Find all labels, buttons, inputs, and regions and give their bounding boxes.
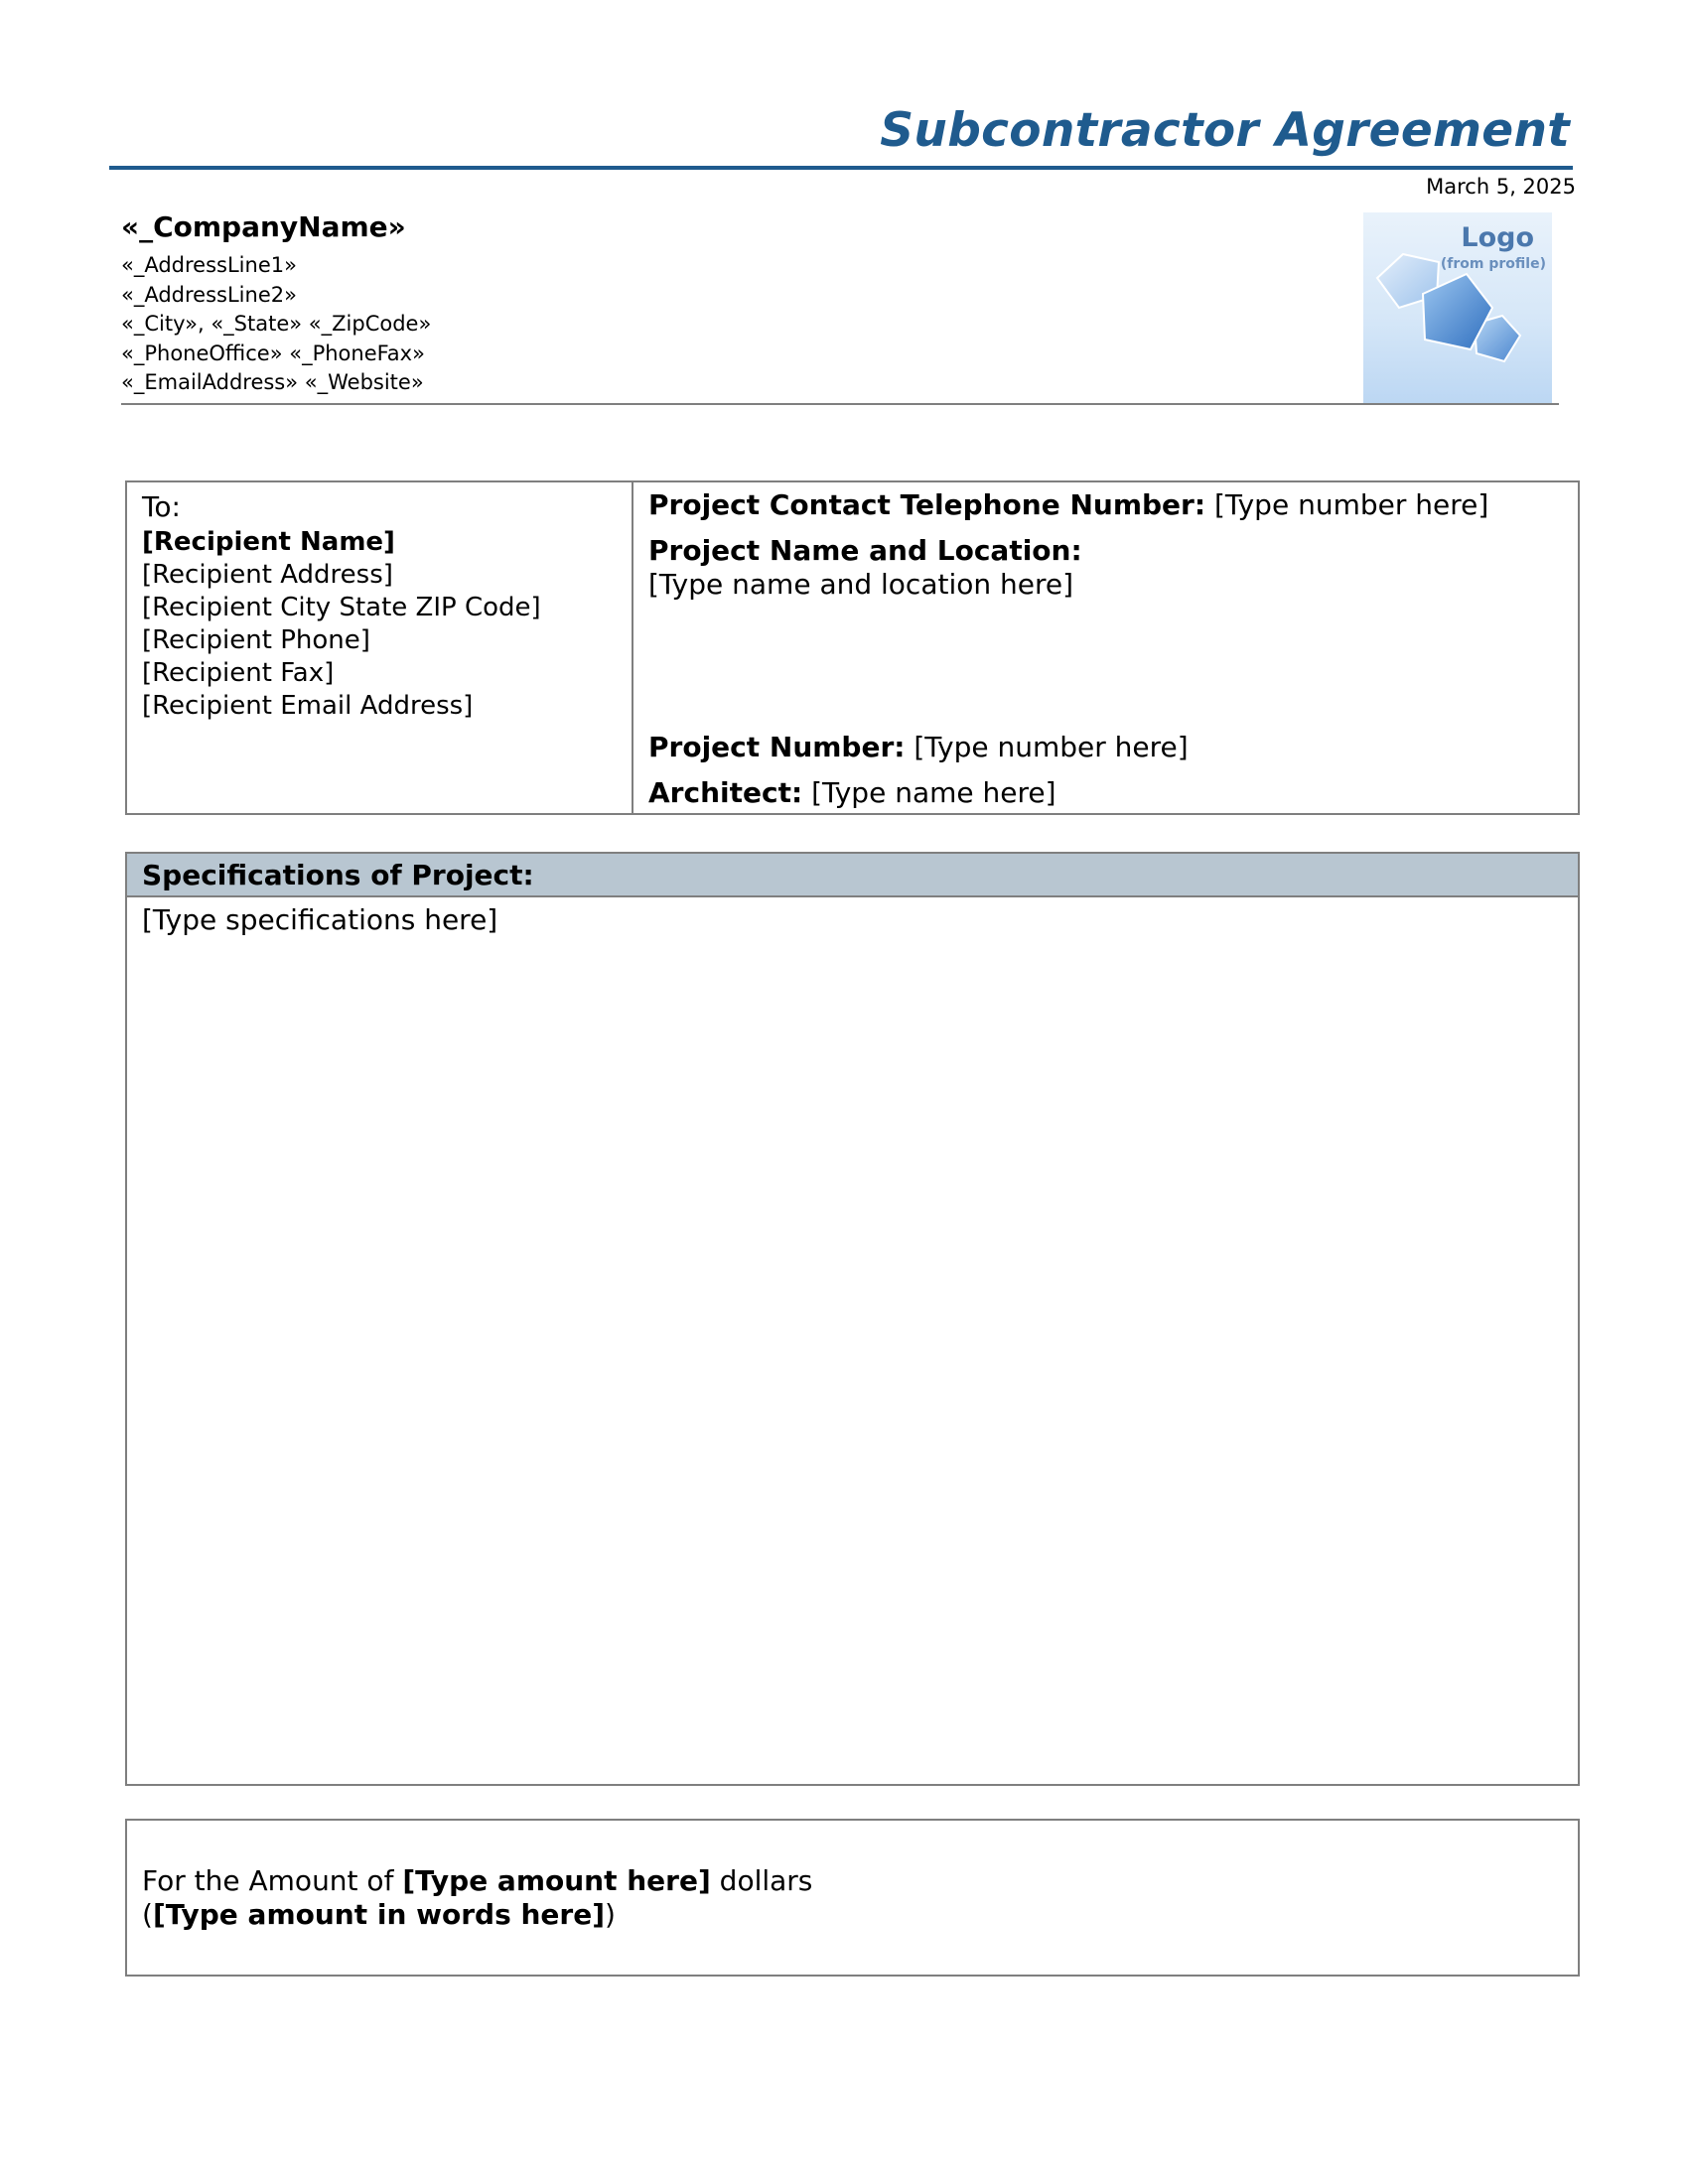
project-name-location-label-row — [648, 534, 1082, 568]
to-label: To: — [142, 490, 181, 523]
project-number-value[interactable]: [Type number here] — [905, 731, 1189, 763]
amount-text — [142, 1864, 812, 1932]
document-date: March 5, 2025 — [1426, 175, 1576, 199]
project-name-location-label: Project Name and Location: — [648, 534, 1082, 567]
company-city-state-zip: «_City», «_State» «_ZipCode» — [121, 312, 432, 336]
specifications-heading: Specifications of Project: — [127, 854, 1578, 897]
project-name-location-value[interactable]: [Type name and location here] — [648, 568, 1074, 601]
document-title: Subcontractor Agreement — [880, 103, 1570, 158]
amount-value[interactable]: [Type amount here] — [402, 1864, 711, 1897]
logo-subtitle: (from profile) — [1440, 256, 1546, 272]
amount-paren-close: ) — [605, 1898, 616, 1931]
architect-value[interactable]: [Type name here] — [802, 776, 1056, 809]
amount-prefix: For the Amount of — [142, 1864, 403, 1897]
amount-box — [125, 1819, 1580, 1977]
project-number-row — [648, 731, 1189, 764]
company-logo — [1363, 212, 1552, 403]
recipient-email[interactable]: [Recipient Email Address] — [142, 691, 474, 721]
architect-row — [648, 776, 1056, 810]
title-underline — [109, 166, 1573, 170]
company-address-line2: «_AddressLine2» — [121, 282, 297, 307]
header-divider — [121, 403, 1559, 405]
specifications-box — [125, 852, 1580, 1786]
project-telephone-value[interactable]: [Type number here] — [1205, 488, 1489, 521]
amount-suffix: dollars — [710, 1864, 813, 1897]
project-number-label: Project Number: — [648, 731, 906, 763]
project-telephone-label: Project Contact Telephone Number: — [648, 488, 1206, 521]
recipient-project-table — [125, 480, 1580, 815]
company-phone-fax: «_PhoneOffice» «_PhoneFax» — [121, 341, 425, 365]
project-telephone-row — [648, 488, 1488, 522]
company-name: «_CompanyName» — [121, 210, 406, 243]
project-cell — [648, 482, 1568, 813]
table-column-divider — [632, 482, 633, 813]
logo-word: Logo — [1461, 222, 1534, 253]
recipient-city-state-zip[interactable]: [Recipient City State ZIP Code] — [142, 593, 541, 622]
amount-paren-open: ( — [142, 1898, 153, 1931]
company-address-line1: «_AddressLine1» — [121, 253, 297, 277]
recipient-address[interactable]: [Recipient Address] — [142, 560, 393, 590]
company-email-website: «_EmailAddress» «_Website» — [121, 370, 424, 394]
recipient-cell — [142, 490, 541, 723]
specifications-body[interactable]: [Type specifications here] — [142, 903, 498, 936]
amount-in-words[interactable]: [Type amount in words here] — [152, 1898, 606, 1931]
recipient-fax[interactable]: [Recipient Fax] — [142, 658, 335, 688]
recipient-phone[interactable]: [Recipient Phone] — [142, 625, 370, 655]
recipient-name[interactable]: [Recipient Name] — [142, 527, 395, 557]
company-info — [121, 210, 431, 398]
architect-label: Architect: — [648, 776, 803, 809]
